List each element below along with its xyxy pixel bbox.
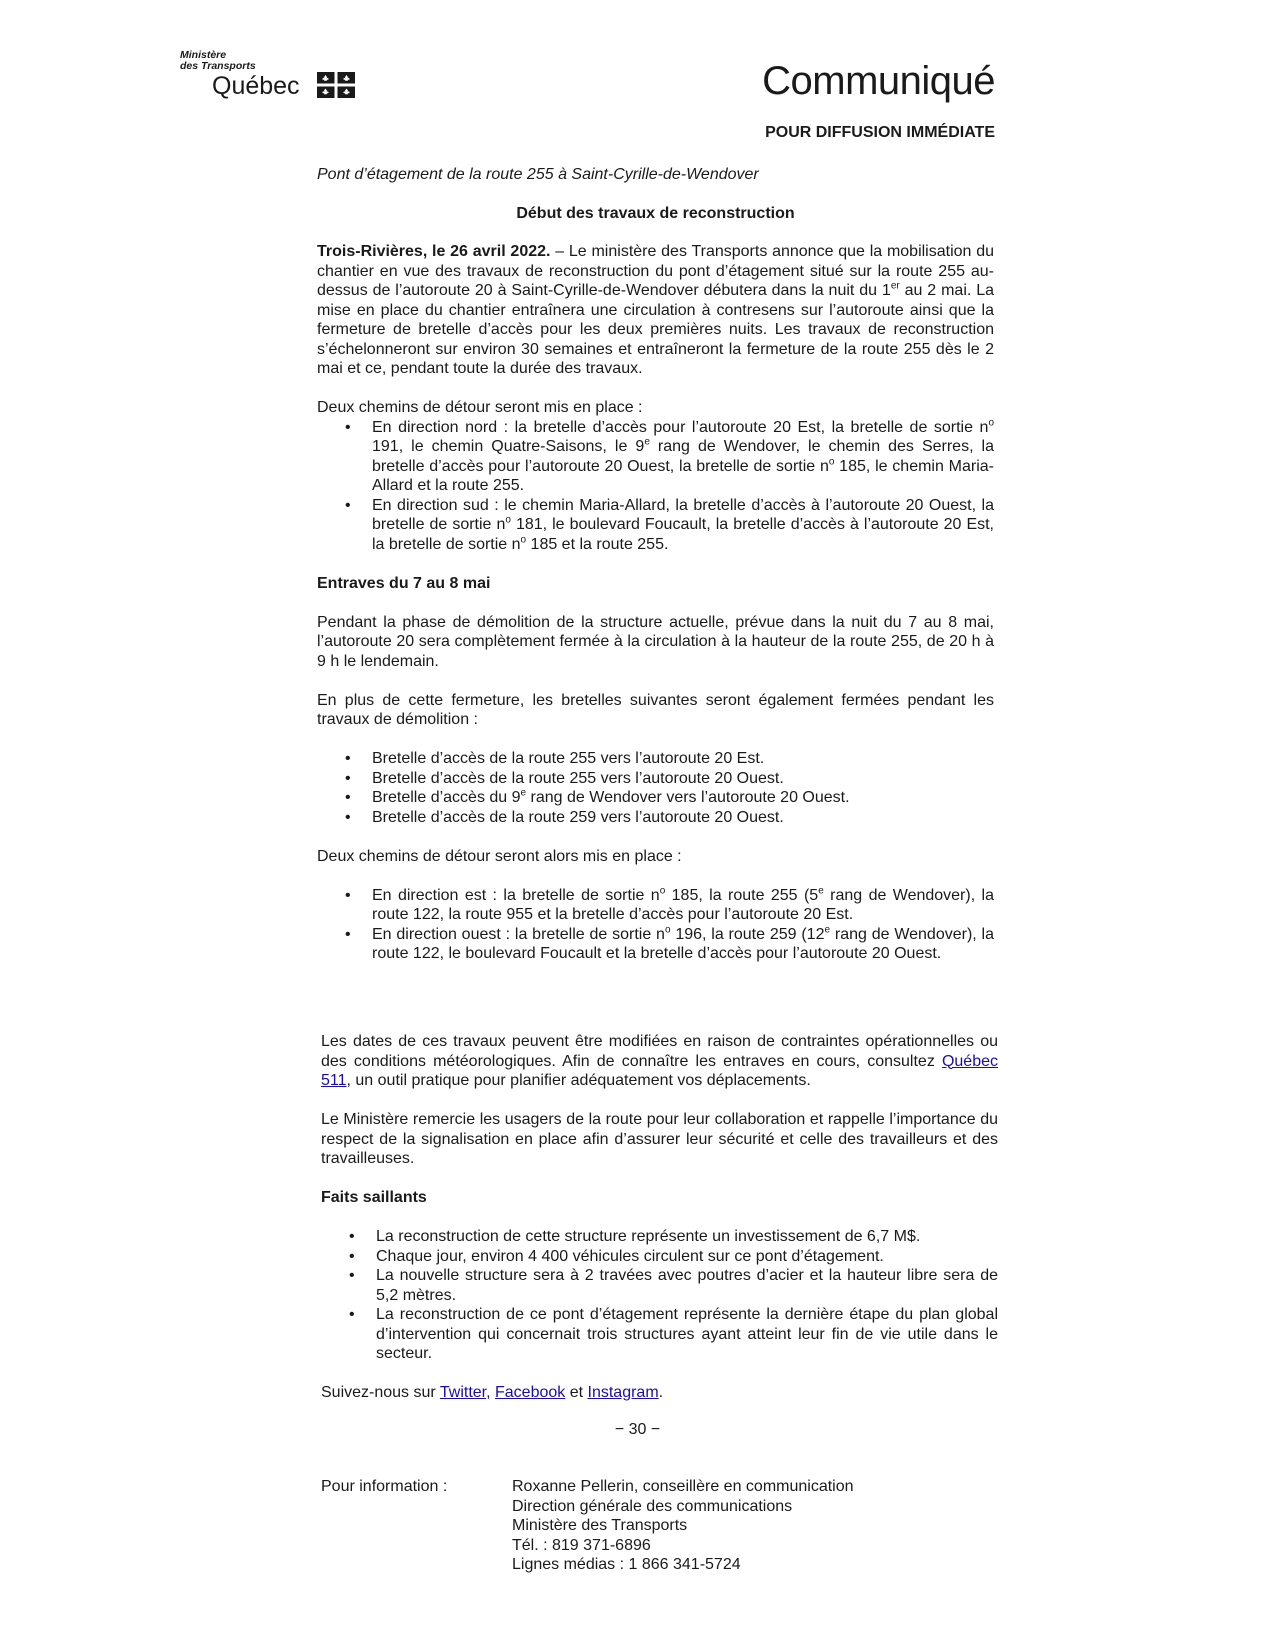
- logo-line-3: Québec: [212, 72, 300, 100]
- instagram-link[interactable]: Instagram: [587, 1384, 659, 1401]
- social-line: Suivez-nous sur Twitter, Facebook et Instagram.: [321, 1384, 664, 1401]
- contact-block: [512, 1477, 854, 1575]
- list-item: • La reconstruction de cette structure représente un investissement de 6,7 M$.: [321, 1227, 998, 1247]
- entraves-paragraph-2: En plus de cette fermeture, les bretelles suivantes seront également fermées pendant les travaux de démolition :: [317, 691, 994, 728]
- subtitle: Pont d’étagement de la route 255 à Saint-Cyrille-de-Wendover: [317, 166, 759, 183]
- facts-list: [321, 1227, 998, 1364]
- list-item: • En direction ouest : la bretelle de sortie $n^o$ 196, la route 259 (12e rang de Wendover), la route 122, le boulevard Foucault et la bretelle d’accès pour l’autoroute 20 Ouest.: [317, 925, 994, 964]
- section-heading-faits: Faits saillants: [321, 1189, 427, 1206]
- closure-detours-list: [317, 886, 994, 964]
- detours-lead: Deux chemins de détour seront mis en place :: [317, 399, 643, 416]
- detours-list: [317, 418, 994, 555]
- release-notice: POUR DIFFUSION IMMÉDIATE: [765, 124, 995, 141]
- contact-line: Roxanne Pellerin, conseillère en communication: [512, 1478, 854, 1495]
- dates-paragraph: Les dates de ces travaux peuvent être modifiées en raison de contraintes opérationnelles ou des conditions météorologiques. Afin de connaître les entraves en cours, consultez Québec 511, un outil pratique pour planifier adéquatement vos déplacements.: [321, 1033, 998, 1089]
- list-item: • Bretelle d’accès de la route 255 vers l’autoroute 20 Ouest.: [317, 769, 994, 789]
- document-type-title: Communiqué: [762, 59, 995, 103]
- section-heading-entraves: Entraves du 7 au 8 mai: [317, 574, 491, 592]
- list-item: • Chaque jour, environ 4 400 véhicules circulent sur ce pont d’étagement.: [321, 1247, 998, 1267]
- list-item: • En direction sud : le chemin Maria-Allard, la bretelle d’accès à l’autoroute 20 Ouest, la bretelle de sortie $n^o$ 181, le boulevard Foucault, la bretelle d’accès à l’autoroute 20 Est, la bretelle de sortie $n^o$ 185 et la route 255.: [317, 496, 994, 555]
- entraves-paragraph-1: Pendant la phase de démolition de la structure actuelle, prévue dans la nuit du 7 au 8 mai, l’autoroute 20 sera complètement fermée à la circulation à la hauteur de la route 255, de 20 h à 9 h le lendemain.: [317, 613, 994, 670]
- list-item: • Bretelle d’accès du 9e rang de Wendover vers l’autoroute 20 Ouest.: [317, 788, 994, 808]
- page-title: Début des travaux de reconstruction: [516, 204, 795, 222]
- dateline: Trois-Rivières, le 26 avril 2022.: [317, 243, 551, 260]
- contact-line: Ministère des Transports: [512, 1517, 688, 1534]
- list-item: • La nouvelle structure sera à 2 travées avec poutres d’acier et la hauteur libre sera de 5,2 mètres.: [321, 1266, 998, 1305]
- list-item: • La reconstruction de ce pont d’étagement représente la dernière étape du plan global d’intervention qui concernait trois structures ayant atteint leur fin de vie utile dans le secteur.: [321, 1305, 998, 1364]
- list-item: • Bretelle d’accès de la route 259 vers l’autoroute 20 Ouest.: [317, 808, 994, 828]
- quebec-511-link[interactable]: Québec 511: [321, 1052, 998, 1089]
- entraves-paragraph-3: Deux chemins de détour seront alors mis en place :: [317, 847, 682, 865]
- list-item: • En direction est : la bretelle de sortie $n^o$ 185, la route 255 (5e rang de Wendover), la route 122, la route 955 et la bretelle d’accès pour l’autoroute 20 Est.: [317, 886, 994, 925]
- intro-paragraph: Trois-Rivières, le 26 avril 2022. – Le ministère des Transports annonce que la mobilisation du chantier en vue des travaux de reconstruction du pont d’étagement situé sur la route 255 au-dessus de l’autoroute 20 à Saint-Cyrille-de-Wendover débutera dans la nuit du 1er au 2 mai. La mise en place du chantier entraînera une circulation à contresens sur l’autoroute ainsi que la fermeture de bretelle d’accès pour les deux premières nuits. Les travaux de reconstruction s’échelonneront sur environ 30 semaines et entraîneront la fermeture de la route 255 dès le 2 mai et ce, pendant toute la durée des travaux.: [317, 243, 995, 377]
- twitter-link[interactable]: Twitter: [439, 1384, 487, 1401]
- contact-line: Lignes médias : 1 866 341-5724: [512, 1556, 741, 1573]
- contact-label: Pour information :: [321, 1478, 448, 1495]
- ramps-list: [317, 749, 994, 827]
- facebook-link[interactable]: Facebook: [495, 1384, 566, 1401]
- contact-line: Tél. : 819 371-6896: [512, 1536, 651, 1554]
- end-marker: − 30 −: [614, 1421, 661, 1438]
- body-upper: [317, 165, 994, 964]
- logo-line-1: Ministère: [180, 49, 227, 61]
- list-item: • Bretelle d’accès de la route 255 vers l’autoroute 20 Est.: [317, 749, 994, 769]
- ministry-logo: [180, 50, 360, 102]
- contact-line: Direction générale des communications: [512, 1497, 793, 1515]
- logo-line-2: des Transports: [180, 60, 256, 72]
- quebec-flag-icon: [317, 72, 355, 98]
- thanks-paragraph: Le Ministère remercie les usagers de la route pour leur collaboration et rappelle l’importance du respect de la signalisation en place afin d’assurer leur sécurité et celle des travailleurs et des travailleuses.: [321, 1111, 998, 1167]
- list-item: • En direction nord : la bretelle d’accès pour l’autoroute 20 Est, la bretelle de sortie $n^o$ 191, le chemin Quatre-Saisons, le 9e rang de Wendover, le chemin des Serres, la bretelle d’accès pour l’autoroute 20 Ouest, la bretelle de sortie $n^o$ 185, le chemin Maria-Allard et la route 255.: [317, 418, 994, 496]
- body-lower: [321, 1032, 998, 1403]
